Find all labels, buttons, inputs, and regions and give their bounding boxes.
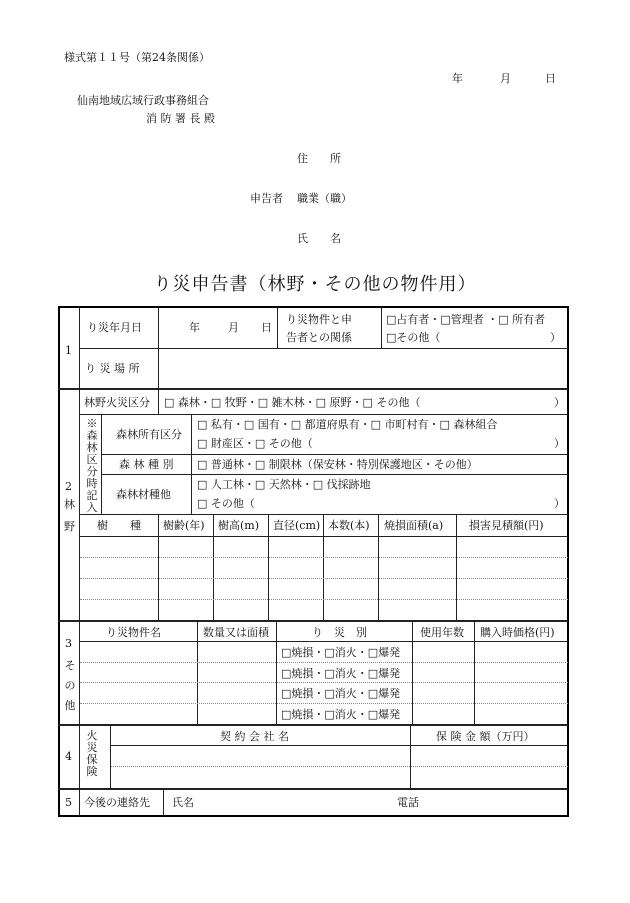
fire-type-options[interactable]: □ 森林・□ 牧野・□ 雑木林・□ 原野・□ その他（ [164,396,421,409]
disaster-date-month: 月 [228,321,239,334]
section-4-number: 4 [65,750,72,763]
column-tree-age: 樹齢(年) [163,519,205,532]
contact-phone-label: 電話 [397,796,419,809]
damage-options-row[interactable]: □焼損・□消火・□爆発 [281,708,401,721]
insurance-amount-label: 保 険 金 額（万円） [436,730,535,743]
column-years-used: 使用年数 [420,626,464,639]
forest-owner-label: 森林所有区分 [116,428,182,441]
damage-options-row[interactable]: □焼損・□消火・□爆発 [281,667,401,680]
forest-type-label: 森 林 種 別 [119,458,174,471]
column-damage-estimate: 損害見積額(円) [469,519,544,532]
forest-material-options-line2[interactable]: □ その他（ [197,497,255,510]
forest-material-options-line1[interactable]: □ 人工林・□ 天然林・□ 伐採跡地 [197,478,371,491]
section-4-name: 火災保険 [86,729,98,778]
header-date-month: 月 [500,72,511,85]
fire-type-label: 林野火災区分 [84,396,150,409]
column-purchase-price: 購入時価格(円) [480,626,555,639]
section-2-name-2: 野 [64,520,75,533]
forest-type-options[interactable]: □ 普通林・□ 制限林（保安林・特別保護地区・その他） [197,458,478,471]
column-damage-type: り 災 別 [312,626,367,639]
applicant-occupation-label: 職業（職） [297,192,352,205]
section-5-number: 5 [65,796,72,809]
damage-options-row[interactable]: □焼損・□消火・□爆発 [281,646,401,659]
forest-owner-close-paren: ） [554,437,565,450]
fire-type-close-paren: ） [554,396,565,409]
contact-label: 今後の連絡先 [84,796,150,809]
damage-options-row[interactable]: □焼損・□消火・□爆発 [281,687,401,700]
disaster-date-day: 日 [261,321,272,334]
relation-options-line2[interactable]: □その他（ [386,331,441,344]
column-tree-species: 樹 種 [97,519,141,532]
section-3-name: その他 [64,659,76,712]
relation-close-paren: ） [550,331,561,344]
section-3-number: 3 [65,637,72,650]
forest-owner-options-line1[interactable]: □ 私有・□ 国有・□ 都道府県有・□ 市町村有・□ 森林組合 [197,418,498,431]
contact-name-label: 氏名 [172,796,194,809]
forest-owner-options-line2[interactable]: □ 財産区・□ その他（ [197,437,313,450]
disaster-date-label: り災年月日 [87,321,142,334]
section-2-number: 2 [65,480,72,493]
relation-options-line1[interactable]: □占有者・□管理者 ・□ 所有者 [386,313,546,326]
disaster-place-field[interactable] [160,350,567,388]
forest-note: ※森林区分時記入 [86,417,98,514]
insurance-company-label: 契 約 会 社 名 [220,730,289,743]
column-burnt-area: 焼損面積(a) [384,519,444,532]
relation-label-line1: り災物件と申 [286,313,352,326]
forest-material-close-paren: ） [554,497,565,510]
applicant-declarant-label: 申告者 [250,192,283,205]
page-title: り災申告書（林野・その他の物件用） [153,274,477,295]
forest-material-label: 森林材種他 [116,488,171,501]
header-date-year: 年 [452,72,463,85]
relation-label-line2: 告者との関係 [286,331,352,344]
column-quantity-area: 数量又は面積 [203,626,269,639]
column-item-name: り災物件名 [106,626,161,639]
disaster-place-label: り 災 場 所 [85,362,140,375]
form-number: 様式第１１号（第24条関係） [64,51,210,64]
applicant-address-label: 住 所 [297,152,341,165]
column-tree-diameter: 直径(cm) [273,519,321,532]
section-1-number: 1 [65,344,72,357]
disaster-date-year: 年 [189,321,200,334]
addressee: 消 防 署 長 殿 [146,112,215,125]
organization-name: 仙南地域広域行政事務組合 [77,94,209,107]
applicant-name-label: 氏 名 [297,232,341,245]
column-tree-height: 樹高(m) [218,519,260,532]
section-2-name-1: 林 [64,498,75,511]
header-date-day: 日 [545,72,556,85]
column-tree-count: 本数(本) [328,519,370,532]
